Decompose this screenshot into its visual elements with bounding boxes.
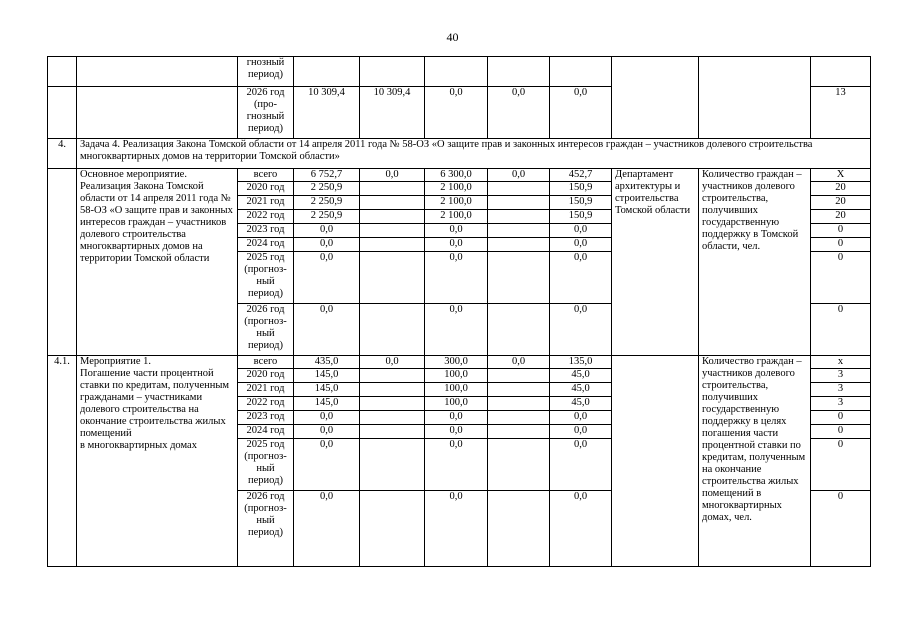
- indicator-name: Количество граждан – участников долевого строительства, получивших государственную поддержку в Томской области, чел.: [699, 169, 811, 356]
- value-cell: 0,0: [294, 439, 360, 491]
- table-row: [48, 169, 871, 182]
- value-cell: [488, 491, 550, 567]
- value-cell: 6 752,7: [294, 169, 360, 182]
- table-body: [48, 57, 871, 567]
- year-cell: 2022 год: [238, 397, 294, 411]
- value-cell: [488, 238, 550, 252]
- value-cell: 0,0: [294, 411, 360, 425]
- indicator-value: 0: [811, 238, 871, 252]
- value-cell: [360, 425, 425, 439]
- year-cell: 2020 год: [238, 369, 294, 383]
- value-cell: 2 100,0: [425, 210, 488, 224]
- period-continuation: гнозный период): [238, 57, 294, 87]
- value-cell: 145,0: [294, 383, 360, 397]
- value-cell: 0,0: [425, 304, 488, 356]
- indicator-value: 0: [811, 411, 871, 425]
- value-cell: 0,0: [550, 491, 612, 567]
- value-cell: [360, 210, 425, 224]
- indicator-value: Х: [811, 169, 871, 182]
- value-cell: 2 250,9: [294, 182, 360, 196]
- value-cell: [360, 439, 425, 491]
- value-cell: [360, 491, 425, 567]
- value-cell: 0,0: [425, 224, 488, 238]
- value-cell: [488, 304, 550, 356]
- value-cell: [360, 196, 425, 210]
- indicator-name: Количество граждан – участников долевого строительства, получивших государственную поддержку в целях погашения части процентной ставки по кредитам, полученным на окончание строительства жилых помещений в многоквартирных домах, чел.: [699, 356, 811, 567]
- value-cell: [360, 397, 425, 411]
- indicator-value: х: [811, 356, 871, 369]
- value-cell: 2 250,9: [294, 196, 360, 210]
- year-cell: 2024 год: [238, 425, 294, 439]
- value-cell: 0,0: [425, 491, 488, 567]
- value-cell: [488, 196, 550, 210]
- cell-name: [77, 57, 238, 87]
- value-cell: [488, 439, 550, 491]
- value-cell: [360, 304, 425, 356]
- value-cell: 0,0: [294, 252, 360, 304]
- indicator-value: 0: [811, 439, 871, 491]
- task-title: Задача 4. Реализация Закона Томской области от 14 апреля 2011 года № 58-ОЗ «О защите прав и законных интересов граждан – участников долевого строительства многоквартирных домов на территории Томской области»: [77, 139, 871, 169]
- year-cell: 2023 год: [238, 411, 294, 425]
- value-cell: [488, 182, 550, 196]
- value-cell: 0,0: [550, 425, 612, 439]
- task-number: 4.: [48, 139, 77, 169]
- indicator-value: 0: [811, 304, 871, 356]
- value-cell: 45,0: [550, 369, 612, 383]
- value-cell: 100,0: [425, 397, 488, 411]
- indicator-value: 3: [811, 383, 871, 397]
- indicator-value: 0: [811, 224, 871, 238]
- value-cell: [488, 383, 550, 397]
- table-row: [48, 57, 871, 87]
- indicator-value: 0: [811, 491, 871, 567]
- value-cell: 45,0: [550, 383, 612, 397]
- year-cell: 2025 год (прогноз- ный период): [238, 252, 294, 304]
- value-cell: 0,0: [488, 87, 550, 139]
- value-cell: 0,0: [425, 425, 488, 439]
- value-cell: 6 300,0: [425, 169, 488, 182]
- year-cell: 2023 год: [238, 224, 294, 238]
- value-cell: 0,0: [550, 304, 612, 356]
- value-cell: 435,0: [294, 356, 360, 369]
- value-cell: 0,0: [294, 491, 360, 567]
- value-cell: 0,0: [294, 238, 360, 252]
- value-cell: 10 309,4: [360, 87, 425, 139]
- value-cell: [360, 182, 425, 196]
- program-table: [47, 56, 871, 567]
- indicator-value: 3: [811, 397, 871, 411]
- value-cell: [360, 369, 425, 383]
- year-cell: всего: [238, 356, 294, 369]
- indicator-value: 20: [811, 196, 871, 210]
- indicator-value: 0: [811, 425, 871, 439]
- year-cell: 2021 год: [238, 383, 294, 397]
- value-cell: 0,0: [550, 411, 612, 425]
- indicator-value: 20: [811, 210, 871, 224]
- value-cell: 0,0: [425, 252, 488, 304]
- value-cell: 300,0: [425, 356, 488, 369]
- year-cell: 2020 год: [238, 182, 294, 196]
- value-cell: 0,0: [550, 439, 612, 491]
- year-cell: 2022 год: [238, 210, 294, 224]
- value-cell: 0,0: [425, 439, 488, 491]
- value-cell: 2 100,0: [425, 196, 488, 210]
- indicator-value: 0: [811, 252, 871, 304]
- value-cell: 100,0: [425, 383, 488, 397]
- value-cell: 0,0: [360, 356, 425, 369]
- value-cell: [488, 397, 550, 411]
- value-cell: [488, 411, 550, 425]
- value-cell: 0,0: [294, 304, 360, 356]
- value-cell: 45,0: [550, 397, 612, 411]
- cell-num: [48, 57, 77, 87]
- value-cell: 0,0: [550, 87, 612, 139]
- year-cell: всего: [238, 169, 294, 182]
- value-cell: 0,0: [488, 169, 550, 182]
- value-cell: 2 100,0: [425, 182, 488, 196]
- program-table-wrapper: [47, 56, 871, 567]
- value-cell: 0,0: [425, 411, 488, 425]
- value-cell: 2 250,9: [294, 210, 360, 224]
- value-cell: 0,0: [425, 87, 488, 139]
- event-number: [48, 169, 77, 356]
- value-cell: 0,0: [425, 238, 488, 252]
- value-cell: 145,0: [294, 369, 360, 383]
- table-row: [48, 356, 871, 369]
- value-cell: 0,0: [360, 169, 425, 182]
- indicator-value: 13: [811, 87, 871, 139]
- executor-cell: [612, 356, 699, 567]
- value-cell: 150,9: [550, 210, 612, 224]
- value-cell: [360, 238, 425, 252]
- value-cell: 0,0: [294, 224, 360, 238]
- value-cell: 0,0: [550, 238, 612, 252]
- event-number: 4.1.: [48, 356, 77, 567]
- value-cell: 10 309,4: [294, 87, 360, 139]
- year-cell: 2026 год (прогноз- ный период): [238, 304, 294, 356]
- value-cell: [360, 383, 425, 397]
- value-cell: 150,9: [550, 196, 612, 210]
- value-cell: [360, 224, 425, 238]
- year-cell: 2026 год (прогноз- ный период): [238, 491, 294, 567]
- event-name: Основное мероприятие. Реализация Закона Томской области от 14 апреля 2011 года № 58-ОЗ «О защите прав и законных интересов граждан – участников долевого строительства многоквартирных домов на территории Томской области: [77, 169, 238, 356]
- value-cell: 0,0: [550, 252, 612, 304]
- value-cell: 135,0: [550, 356, 612, 369]
- value-cell: 0,0: [488, 356, 550, 369]
- value-cell: 150,9: [550, 182, 612, 196]
- executor-cell: Департамент архитектуры и строительства Томской области: [612, 169, 699, 356]
- value-cell: [488, 224, 550, 238]
- value-cell: [488, 369, 550, 383]
- value-cell: [488, 252, 550, 304]
- value-cell: 100,0: [425, 369, 488, 383]
- year-cell: 2024 год: [238, 238, 294, 252]
- value-cell: [488, 425, 550, 439]
- task-row: [48, 139, 871, 169]
- year-cell: 2025 год (прогноз- ный период): [238, 439, 294, 491]
- event-name: Мероприятие 1. Погашение части процентной ставки по кредитам, полученным гражданами – участниками долевого строительства на окончание строительства жилых помещений в многоквартирных домах: [77, 356, 238, 567]
- value-cell: [360, 411, 425, 425]
- indicator-value: 3: [811, 369, 871, 383]
- indicator-value: 20: [811, 182, 871, 196]
- value-cell: [360, 252, 425, 304]
- value-cell: 0,0: [294, 425, 360, 439]
- year-cell: 2021 год: [238, 196, 294, 210]
- value-cell: [488, 210, 550, 224]
- value-cell: 145,0: [294, 397, 360, 411]
- value-cell: 452,7: [550, 169, 612, 182]
- year-2026-cell: 2026 год (про- гнозный период): [238, 87, 294, 139]
- page-number: 40: [446, 30, 459, 44]
- value-cell: 0,0: [550, 224, 612, 238]
